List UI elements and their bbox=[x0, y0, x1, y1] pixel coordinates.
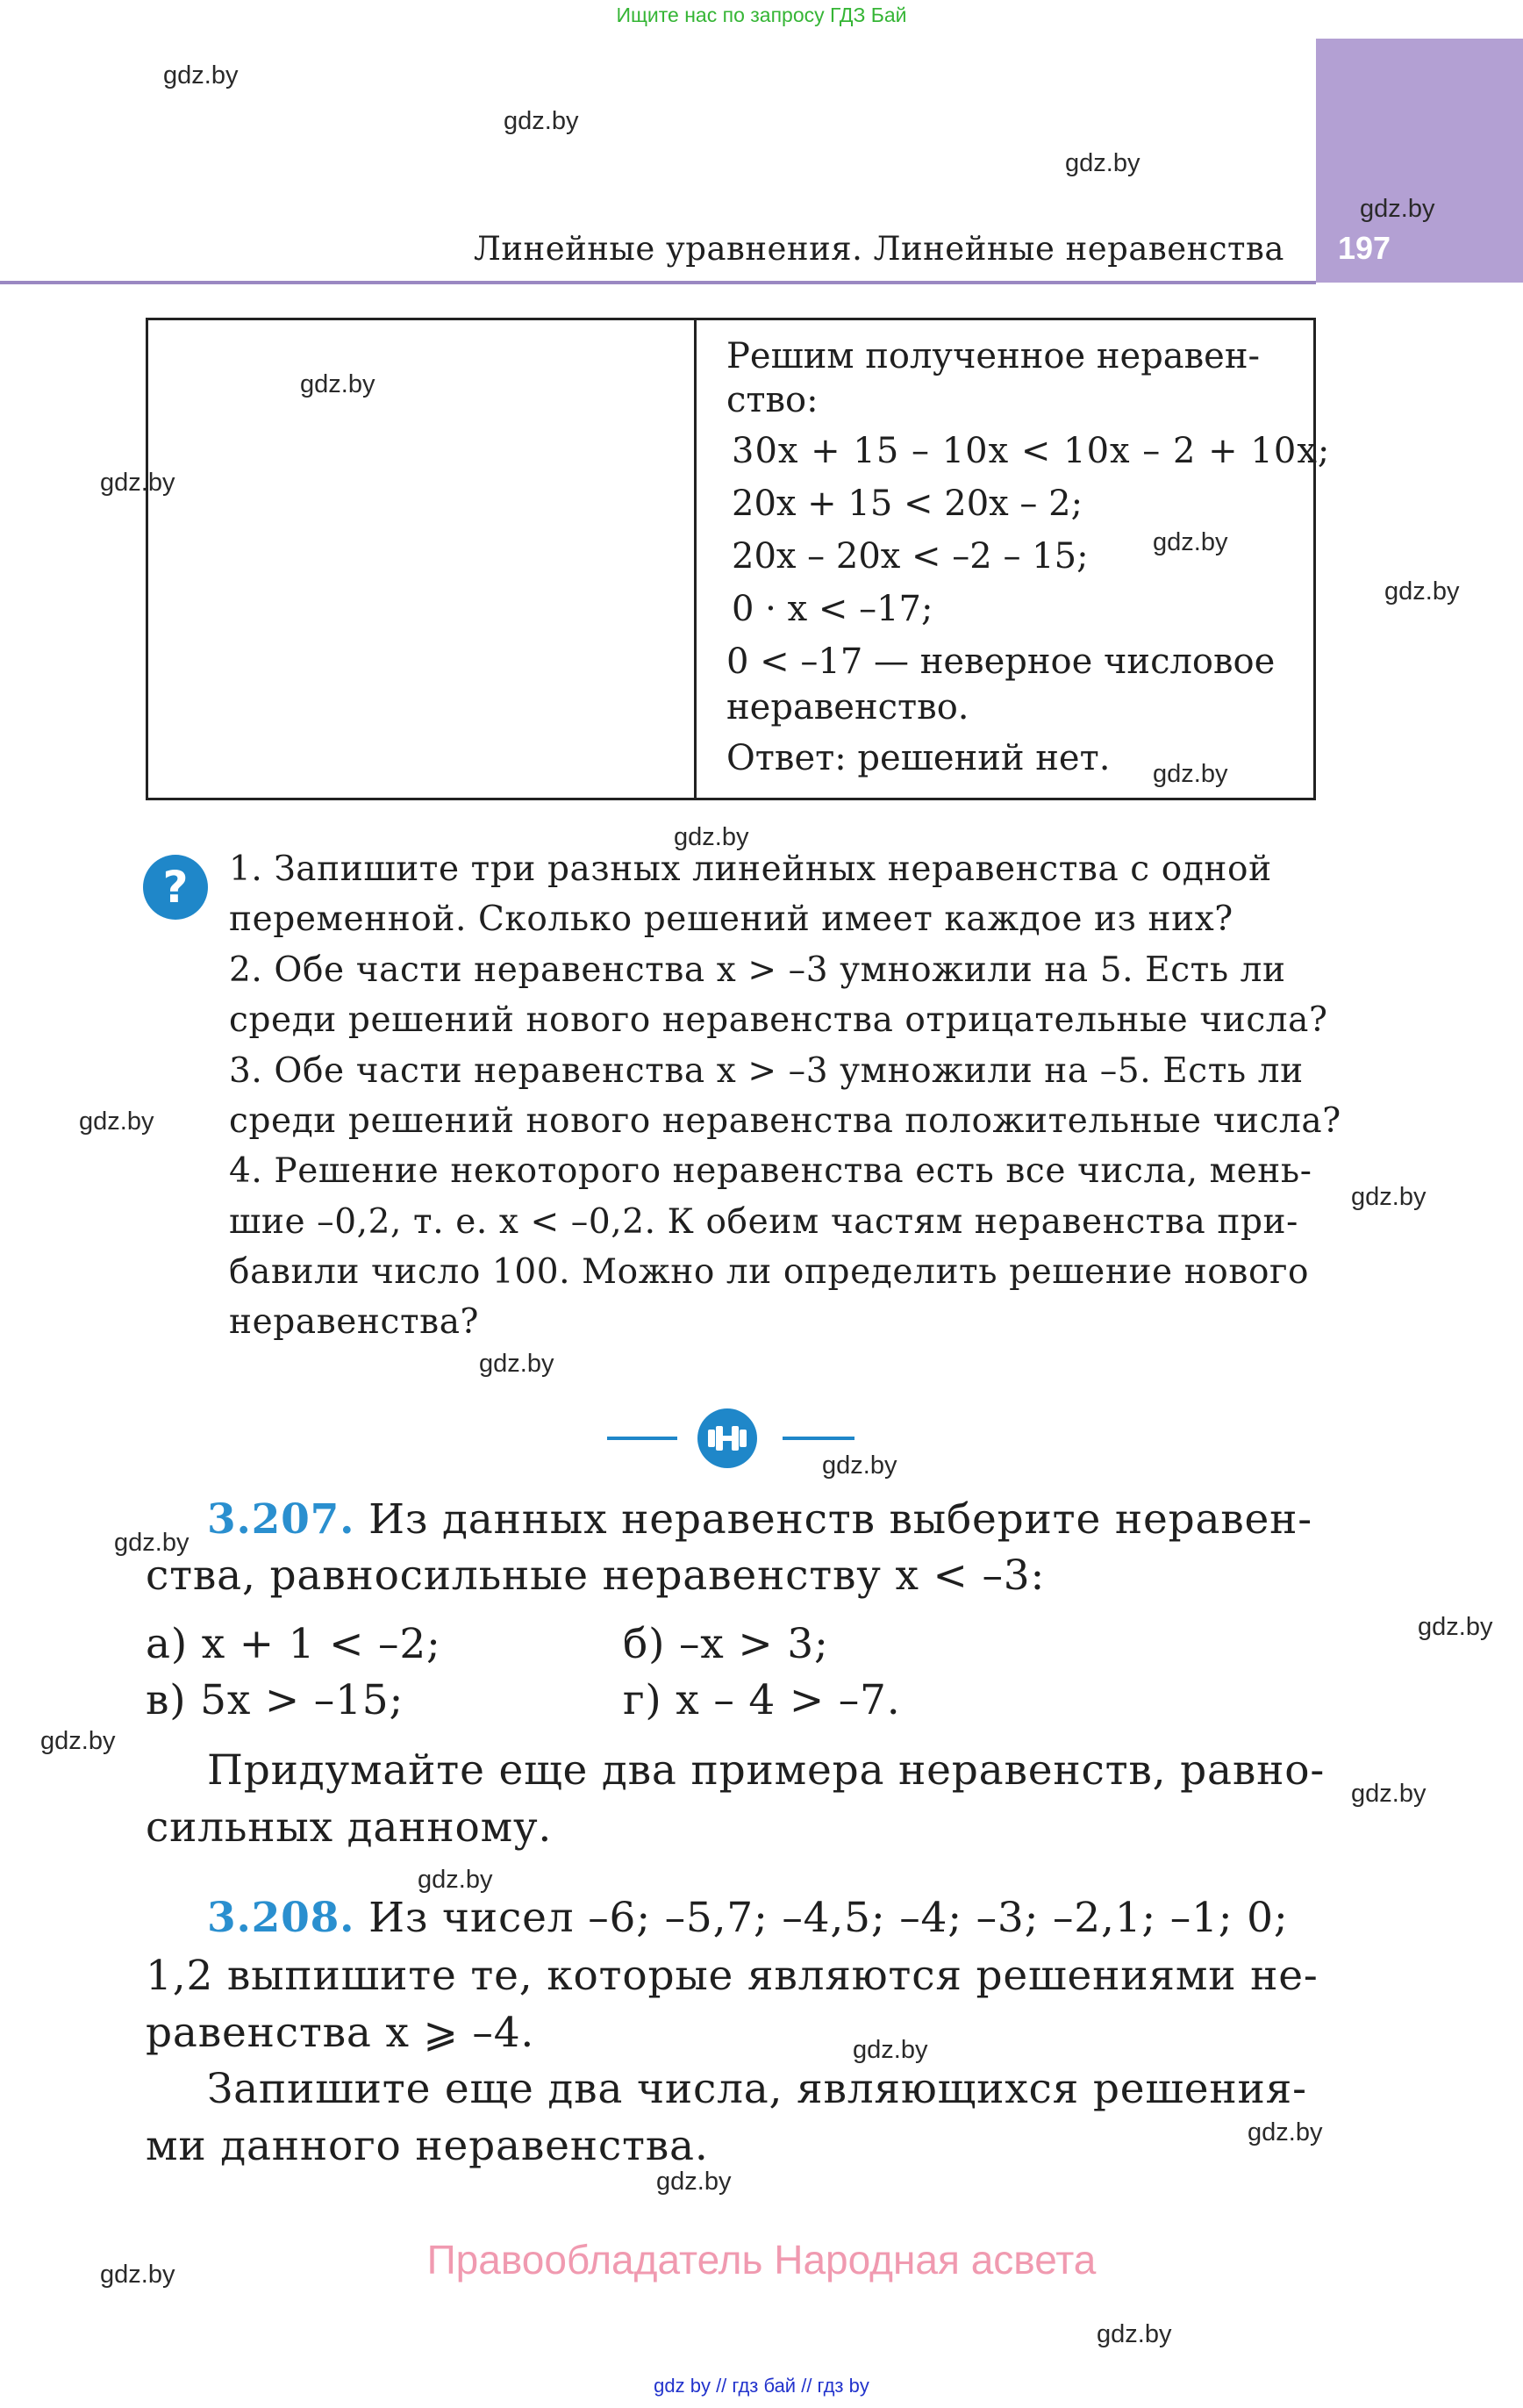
answer-line: Ответ: решений нет. bbox=[726, 738, 1111, 778]
watermark: gdz.by bbox=[79, 1107, 154, 1136]
option-b: б) –x > 3; bbox=[623, 1620, 829, 1668]
watermark: gdz.by bbox=[1248, 2118, 1323, 2146]
watermark: gdz.by bbox=[1065, 149, 1140, 177]
watermark: gdz.by bbox=[40, 1727, 116, 1755]
question-line: 4. Решение некоторого неравенства есть все числа, мень- bbox=[229, 1151, 1312, 1191]
copyright-note: Правообладатель Народная асвета bbox=[426, 2237, 1097, 2283]
question-line: неравенства? bbox=[229, 1302, 480, 1342]
exercise-208-task2: ми данного неравенства. bbox=[146, 2122, 709, 2170]
watermark: gdz.by bbox=[100, 469, 175, 497]
table-text-line: неравенство. bbox=[726, 687, 969, 727]
watermark: gdz.by bbox=[1418, 1613, 1493, 1641]
watermark: gdz.by bbox=[1153, 528, 1228, 556]
question-line: шие –0,2, т. е. x < –0,2. К обеим частям неравенства при- bbox=[229, 1202, 1298, 1242]
table-text-line: 0 < –17 — неверное числовое bbox=[726, 641, 1276, 682]
table-text-line: 20x – 20x < –2 – 15; bbox=[732, 536, 1089, 577]
watermark: gdz.by bbox=[822, 1451, 897, 1480]
table-text-line: 20x + 15 < 20x – 2; bbox=[732, 484, 1083, 524]
question-line: 3. Обе части неравенства x > –3 умножили на –5. Есть ли bbox=[229, 1051, 1304, 1091]
exercise-207-task2: сильных данному. bbox=[146, 1803, 553, 1852]
watermark: gdz.by bbox=[479, 1350, 554, 1378]
watermark: gdz.by bbox=[853, 2036, 928, 2064]
option-c: в) 5x > –15; bbox=[146, 1676, 404, 1724]
exercise-207-task1: Придумайте еще два примера неравенств, равно- bbox=[207, 1746, 1326, 1795]
exercise-number: 3.207. bbox=[207, 1495, 355, 1544]
watermark: gdz.by bbox=[163, 61, 239, 90]
watermark: gdz.by bbox=[656, 2168, 732, 2196]
question-line: 2. Обе части неравенства x > –3 умножили на 5. Есть ли bbox=[229, 950, 1286, 990]
question-icon: ? bbox=[143, 855, 208, 920]
separator-line-right bbox=[783, 1437, 854, 1440]
page-number: 197 bbox=[1338, 230, 1391, 266]
question-line: бавили число 100. Можно ли определить решение нового bbox=[229, 1252, 1310, 1292]
question-line: 1. Запишите три разных линейных неравенства с одной bbox=[229, 849, 1272, 889]
question-line: среди решений нового неравенства отрицательные числа? bbox=[229, 1000, 1328, 1040]
table-text-line: 0 · x < –17; bbox=[732, 589, 933, 629]
exercise-208-line1: 3.208. Из чисел –6; –5,7; –4,5; –4; –3; –2,1; –1; 0; bbox=[207, 1894, 1289, 1942]
exercise-208-task1: Запишите еще два числа, являющихся решения- bbox=[207, 2065, 1307, 2113]
question-line: переменной. Сколько решений имеет каждое из них? bbox=[229, 899, 1233, 939]
exercise-207-line2: ства, равносильные неравенству x < –3: bbox=[146, 1552, 1046, 1600]
watermark: gdz.by bbox=[418, 1866, 493, 1894]
watermark: gdz.by bbox=[1360, 195, 1435, 223]
table-text-line: Решим полученное неравен- bbox=[726, 336, 1261, 376]
watermark: gdz.by bbox=[504, 107, 579, 135]
table-text-line: ство: bbox=[726, 380, 819, 420]
watermark: gdz.by bbox=[1097, 2320, 1172, 2348]
exercise-number: 3.208. bbox=[207, 1894, 355, 1942]
footer-links[interactable]: gdz by // гдз бай // гдз by bbox=[654, 2375, 869, 2397]
header-rule bbox=[0, 281, 1316, 284]
watermark: gdz.by bbox=[1351, 1780, 1426, 1808]
watermark: gdz.by bbox=[1351, 1183, 1426, 1211]
watermark: gdz.by bbox=[114, 1529, 189, 1557]
exercise-207-line1: 3.207. Из данных неравенств выберите неравен- bbox=[207, 1495, 1312, 1544]
watermark: gdz.by bbox=[300, 370, 375, 398]
exercise-208-line2: 1,2 выпишите те, которые являются решениями не- bbox=[146, 1952, 1319, 2000]
top-banner[interactable]: Ищите нас по запросу ГДЗ Бай bbox=[616, 4, 907, 26]
separator-line-left bbox=[607, 1437, 677, 1440]
watermark: gdz.by bbox=[674, 823, 749, 851]
running-head: Линейные уравнения. Линейные неравенства bbox=[474, 230, 1284, 268]
exercise-208-line3: равенства x ⩾ –4. bbox=[146, 2009, 535, 2057]
watermark: gdz.by bbox=[100, 2261, 175, 2289]
option-d: г) x – 4 > –7. bbox=[623, 1676, 901, 1724]
watermark: gdz.by bbox=[1384, 577, 1460, 606]
watermark: gdz.by bbox=[1153, 760, 1228, 788]
question-line: среди решений нового неравенства положительные числа? bbox=[229, 1101, 1341, 1141]
table-divider bbox=[694, 318, 697, 800]
option-a: а) x + 1 < –2; bbox=[146, 1620, 441, 1668]
table-text-line: 30x + 15 – 10x < 10x – 2 + 10x; bbox=[732, 431, 1331, 471]
dumbbell-icon bbox=[697, 1408, 757, 1468]
